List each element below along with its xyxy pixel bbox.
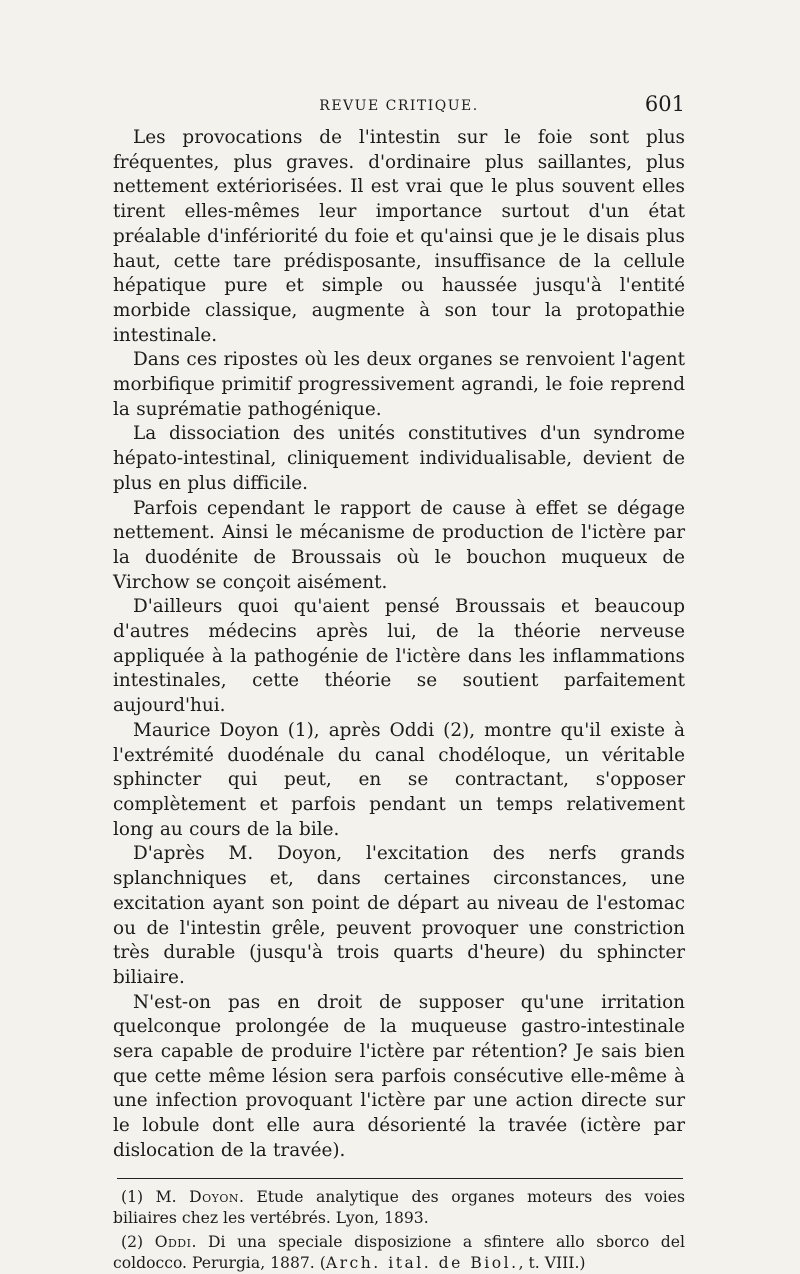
page xyxy=(113,92,685,1274)
paragraph: Les provocations de l'intestin sur le foie sont plus fréquentes, plus graves. d'ordinaire plus saillantes, plus nettement extériorisées. Il est vrai que le plus souvent elles tirent elles-mêmes leur importance surtout d'un état préalable d'infériorité du foie et qu'ainsi que je le disais plus haut, cette tare prédisposante, insuffisance de la cellule hépatique pure et simple ou haussée jusqu'à l'entité morbide classique, augmente à son tour la protopathie intestinale. xyxy=(113,127,685,346)
running-title: REVUE CRITIQUE. xyxy=(319,98,479,114)
footnote-marker: (1) M. xyxy=(121,1187,190,1206)
paragraph: D'après M. Doyon, l'excitation des nerfs grands splanchniques et, dans certaines circonstances, une excitation ayant son point de départ au niveau de l'estomac ou de l'intestin grêle, peuvent provoquer une constriction très durable (jusqu'à trois quarts d'heure) du sphincter biliaire. xyxy=(113,843,685,988)
body-text xyxy=(113,126,685,1164)
footnote xyxy=(113,1187,685,1229)
footnote-journal: Arch. ital. de Biol. xyxy=(325,1254,519,1273)
footnote-text: . Etude analytique des organes moteurs des voies biliaires chez les vertébrés. Lyon, 1893. xyxy=(113,1187,685,1227)
footnotes xyxy=(113,1187,685,1274)
footnote xyxy=(113,1232,685,1274)
footnote-author: Oddi xyxy=(154,1232,192,1251)
footnote-text: , t. VIII.) xyxy=(518,1254,586,1273)
paragraph: Dans ces ripostes où les deux organes se renvoient l'agent morbifique primitif progressivement agrandi, le foie reprend la suprématie pathogénique. xyxy=(113,349,685,420)
paragraph: N'est-on pas en droit de supposer qu'une irritation quelconque prolongée de la muqueuse gastro-intestinale sera capable de produire l'ictère par rétention? Je sais bien que cette même lésion sera parfois consécutive elle-même à une infection provoquant l'ictère par une action directe sur le lobule dont elle aura désorienté la travée (ictère par dislocation de la travée). xyxy=(113,991,685,1161)
paragraph: D'ailleurs quoi qu'aient pensé Broussais et beaucoup d'autres médecins après lui, de la théorie nerveuse appliquée à la pathogénie de l'ictère dans les inflammations intestinales, cette théorie se soutient parfaitement aujourd'hui. xyxy=(113,596,685,717)
paragraph: La dissociation des unités constitutives d'un syndrome hépato-intestinal, cliniquement individualisable, devient de plus en plus difficile. xyxy=(113,423,685,494)
running-head xyxy=(113,92,685,126)
footnote-author: Doyon xyxy=(189,1187,240,1206)
paragraph: Maurice Doyon (1), après Oddi (2), montre qu'il existe à l'extrémité duodénale du canal chodéloque, un véritable sphincter qui peut, en se contractant, s'opposer complètement et parfois pendant un temps relativement long au cours de la bile. xyxy=(113,719,685,840)
footnote-marker: (2) xyxy=(121,1232,155,1251)
footnote-text: . Di una speciale disposizione a sfintere allo sborco del coldocco. Perurgia, 1887. ( xyxy=(113,1232,685,1273)
paragraph: Parfois cependant le rapport de cause à effet se dégage nettement. Ainsi le mécanisme de production de l'ictère par la duodénite de Broussais où le bouchon muqueux de Virchow se conçoit aisément. xyxy=(113,497,685,593)
page-number: 601 xyxy=(644,92,685,116)
footnote-rule xyxy=(117,1178,683,1179)
